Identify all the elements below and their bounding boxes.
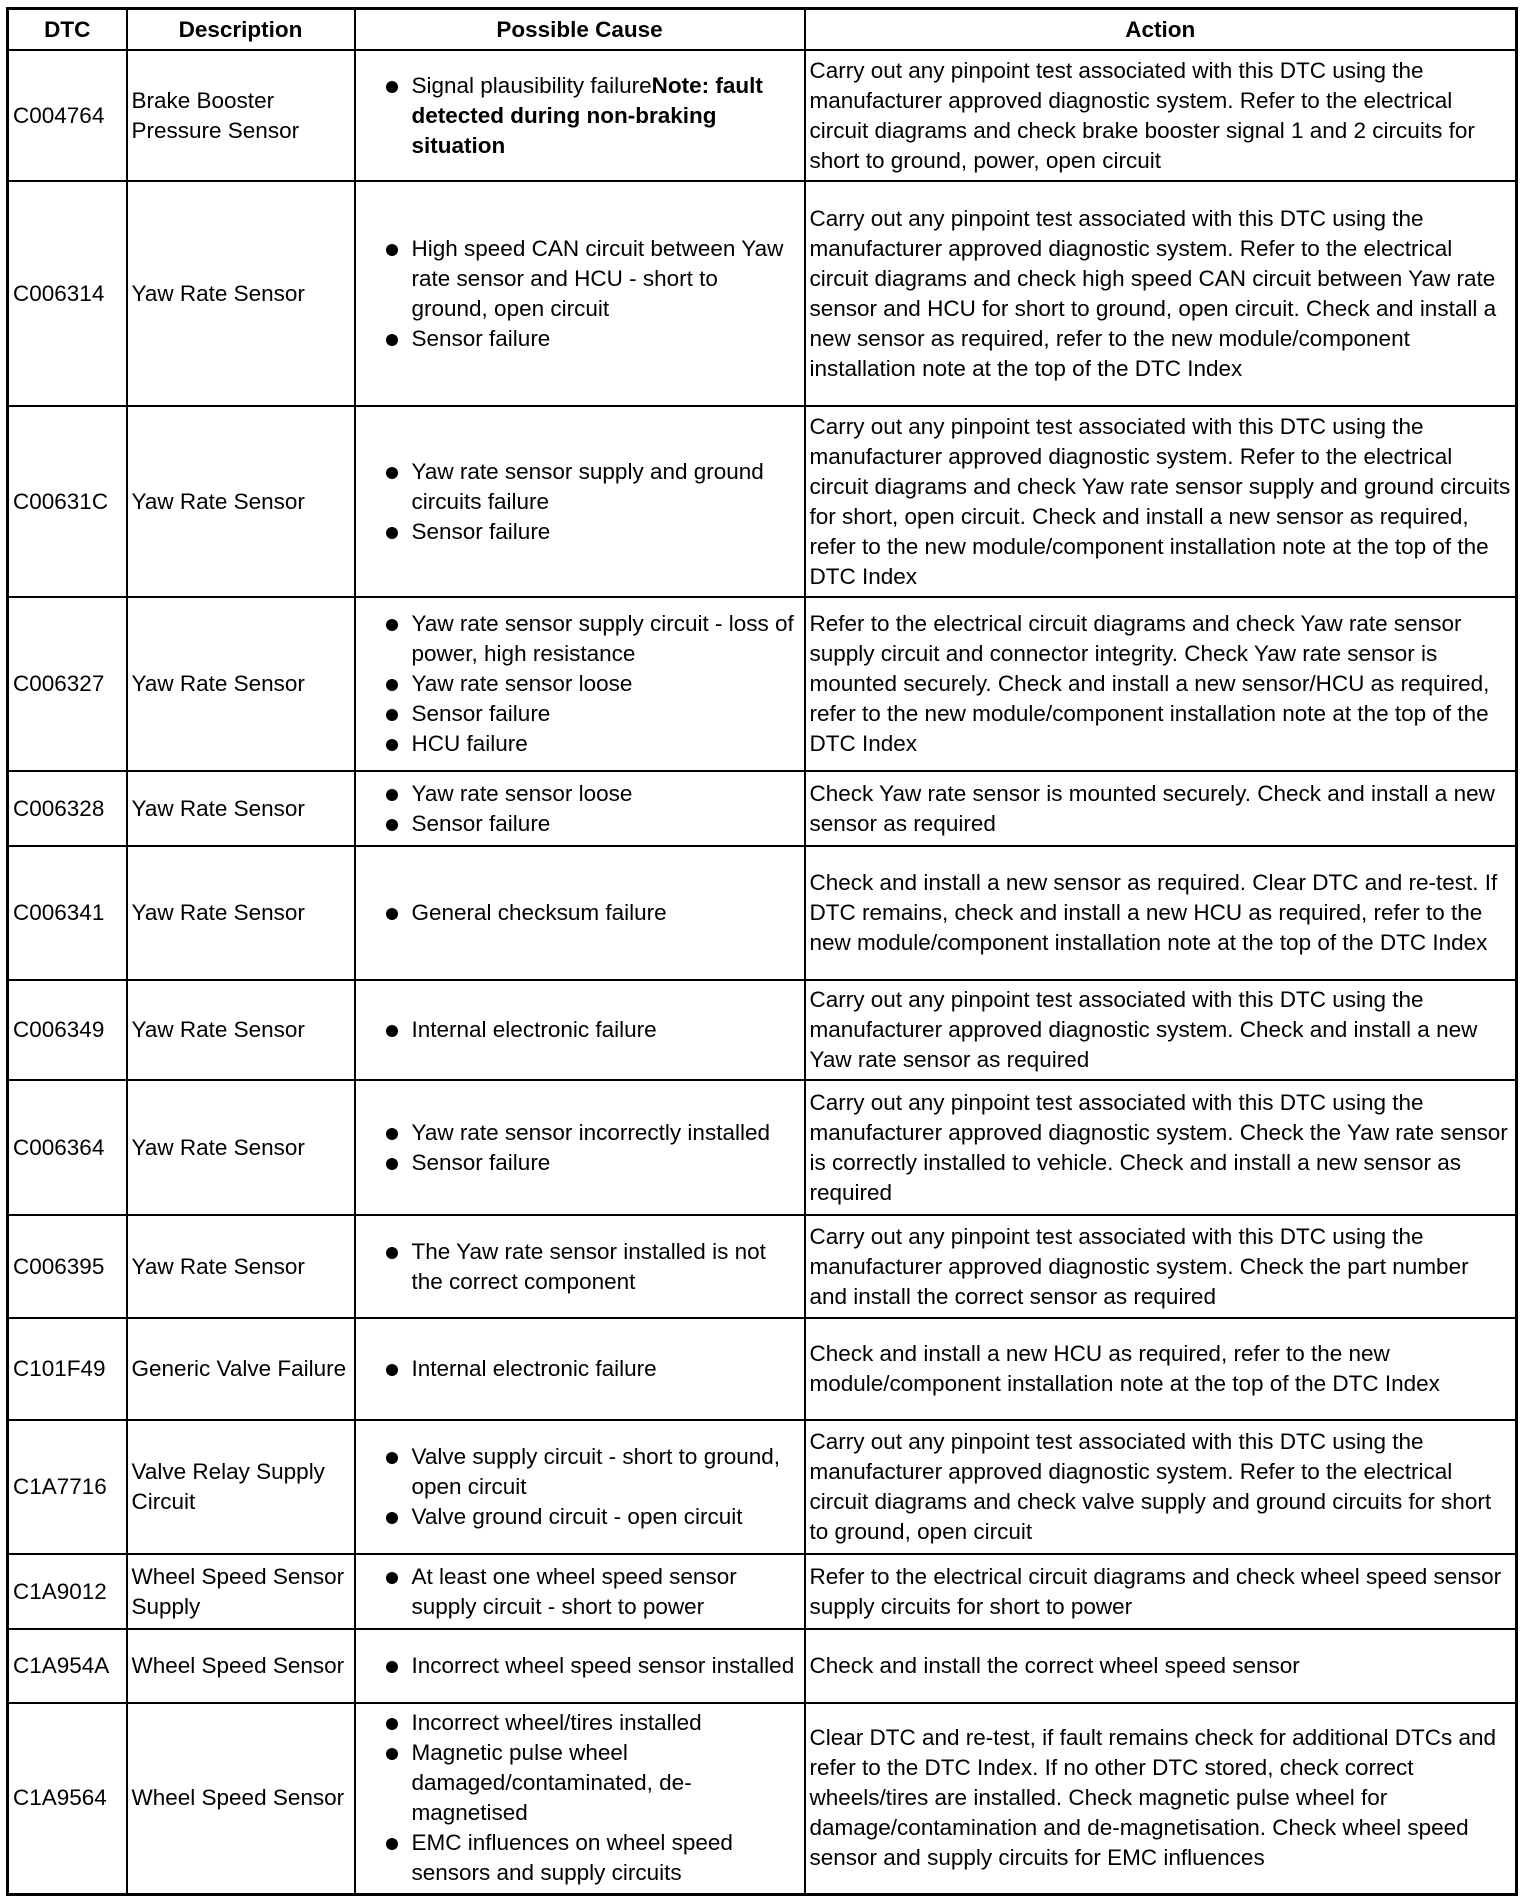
- header-row: [8, 9, 1517, 51]
- table-row: [8, 1554, 1517, 1629]
- cause-text: Sensor failure: [411, 1149, 551, 1175]
- table-row: [8, 846, 1517, 980]
- possible-cause-cell: [355, 181, 805, 406]
- cause-text: Sensor failure: [411, 701, 551, 726]
- dtc-description: Yaw Rate Sensor: [127, 771, 355, 846]
- cause-list: [386, 234, 798, 354]
- cause-item: [386, 1708, 798, 1738]
- action-text: Refer to the electrical circuit diagrams and check Yaw rate sensor supply circuit and connector integrity. Check Yaw rate sensor is mounted securely. Check and install a new sensor/HCU as required, refer to the new module/component installation note at the top of the DTC Index: [805, 597, 1517, 771]
- dtc-code: C006314: [8, 181, 127, 406]
- possible-cause-cell: [355, 1703, 805, 1894]
- cause-text: Sensor failure: [411, 325, 551, 351]
- dtc-description: Wheel Speed Sensor Supply: [127, 1554, 355, 1629]
- dtc-code: C006364: [8, 1080, 127, 1215]
- dtc-code: C00631C: [8, 406, 127, 597]
- cause-item: [386, 1442, 798, 1502]
- cause-text: Valve supply circuit - short to ground, open circuit: [411, 1444, 781, 1499]
- cause-item: [386, 1738, 798, 1828]
- action-text: Carry out any pinpoint test associated with this DTC using the manufacturer approved diagnostic system. Check and install a new Yaw rate sensor as required: [805, 980, 1517, 1080]
- action-text: Carry out any pinpoint test associated with this DTC using the manufacturer approved diagnostic system. Refer to the electrical circuit diagrams and check valve supply and ground circuits for short to ground, open circuit: [805, 1420, 1517, 1554]
- possible-cause-cell: [355, 597, 805, 771]
- dtc-description: Yaw Rate Sensor: [127, 597, 355, 771]
- cause-list: [386, 71, 798, 161]
- cause-list: [386, 1651, 798, 1681]
- cause-list: [386, 609, 798, 759]
- cause-text: Sensor failure: [411, 810, 551, 836]
- cause-item: [386, 1562, 798, 1622]
- possible-cause-cell: [355, 980, 805, 1080]
- table-row: [8, 1420, 1517, 1554]
- action-text: Check and install a new HCU as required, refer to the new module/component installation note at the top of the DTC Index: [805, 1318, 1517, 1420]
- table-row: [8, 1629, 1517, 1703]
- cause-item: [386, 1502, 798, 1532]
- cause-text: Yaw rate sensor supply and ground circuits failure: [411, 458, 764, 514]
- cause-item: [386, 1015, 798, 1045]
- cause-list: [386, 898, 798, 928]
- cause-list: [386, 1237, 798, 1297]
- header-description: Description: [127, 9, 355, 51]
- cause-item: [386, 729, 798, 759]
- action-text: Check Yaw rate sensor is mounted securely. Check and install a new sensor as required: [805, 771, 1517, 846]
- cause-text: HCU failure: [411, 731, 528, 756]
- cause-text: At least one wheel speed sensor supply circuit - short to power: [411, 1563, 737, 1619]
- possible-cause-cell: [355, 1318, 805, 1420]
- table-row: [8, 181, 1517, 406]
- cause-item: [386, 1828, 798, 1888]
- header-dtc: DTC: [8, 9, 127, 51]
- dtc-code: C006349: [8, 980, 127, 1080]
- possible-cause-cell: [355, 406, 805, 597]
- header-action: Action: [805, 9, 1517, 51]
- cause-list: [386, 1708, 798, 1888]
- cause-text: Yaw rate sensor incorrectly installed: [411, 1119, 770, 1145]
- cause-text: General checksum failure: [411, 900, 667, 925]
- dtc-code: C1A7716: [8, 1420, 127, 1554]
- action-text: Carry out any pinpoint test associated with this DTC using the manufacturer approved diagnostic system. Refer to the electrical circuit diagrams and check brake booster signal 1 and 2 circuits for short to ground, power, open circuit: [805, 50, 1517, 181]
- cause-list: [386, 1118, 798, 1178]
- cause-list: [386, 779, 798, 839]
- dtc-description: Valve Relay Supply Circuit: [127, 1420, 355, 1554]
- table-row: [8, 980, 1517, 1080]
- cause-text: High speed CAN circuit between Yaw rate sensor and HCU - short to ground, open circuit: [411, 235, 784, 321]
- dtc-description: Wheel Speed Sensor: [127, 1703, 355, 1894]
- dtc-description: Yaw Rate Sensor: [127, 181, 355, 406]
- cause-text: Magnetic pulse wheel damaged/contaminated, de-magnetised: [411, 1740, 692, 1826]
- action-text: Carry out any pinpoint test associated with this DTC using the manufacturer approved diagnostic system. Check the Yaw rate sensor is correctly installed to vehicle. Check and install a new sensor as required: [805, 1080, 1517, 1215]
- action-text: Carry out any pinpoint test associated with this DTC using the manufacturer approved diagnostic system. Check the part number and install the correct sensor as required: [805, 1215, 1517, 1318]
- action-text: Check and install the correct wheel speed sensor: [805, 1629, 1517, 1703]
- possible-cause-cell: [355, 1554, 805, 1629]
- cause-item: [386, 234, 798, 324]
- action-text: Clear DTC and re-test, if fault remains check for additional DTCs and refer to the DTC Index. If no other DTC stored, check correct wheels/tires are installed. Check magnetic pulse wheel for damage/contamination and de-magnetisation. Check wheel speed sensor and supply circuits for EMC influences: [805, 1703, 1517, 1894]
- cause-item: [386, 1118, 798, 1148]
- cause-text: Yaw rate sensor loose: [411, 671, 633, 696]
- action-text: Refer to the electrical circuit diagrams and check wheel speed sensor supply circuits for short to power: [805, 1554, 1517, 1629]
- cause-text: Incorrect wheel/tires installed: [411, 1710, 702, 1736]
- dtc-description: Brake Booster Pressure Sensor: [127, 50, 355, 181]
- cause-item: [386, 1237, 798, 1297]
- dtc-description: Generic Valve Failure: [127, 1318, 355, 1420]
- possible-cause-cell: [355, 1080, 805, 1215]
- cause-item: [386, 669, 798, 699]
- cause-item: [386, 71, 798, 161]
- dtc-code: C101F49: [8, 1318, 127, 1420]
- dtc-code: C1A954A: [8, 1629, 127, 1703]
- cause-text: Signal plausibility failure: [411, 72, 652, 98]
- cause-text: EMC influences on wheel speed sensors and supply circuits: [411, 1830, 733, 1886]
- table-row: [8, 50, 1517, 181]
- dtc-code: C006341: [8, 846, 127, 980]
- dtc-code: C006328: [8, 771, 127, 846]
- possible-cause-cell: [355, 1215, 805, 1318]
- cause-item: [386, 517, 798, 547]
- dtc-code: C1A9012: [8, 1554, 127, 1629]
- dtc-code: C004764: [8, 50, 127, 181]
- possible-cause-cell: [355, 1420, 805, 1554]
- cause-text: Valve ground circuit - open circuit: [411, 1504, 743, 1529]
- cause-item: [386, 809, 798, 839]
- dtc-description: Yaw Rate Sensor: [127, 1080, 355, 1215]
- cause-list: [386, 1354, 798, 1384]
- cause-text: Sensor failure: [411, 518, 551, 544]
- table-row: [8, 1215, 1517, 1318]
- dtc-code: C1A9564: [8, 1703, 127, 1894]
- cause-text: Yaw rate sensor supply circuit - loss of power, high resistance: [411, 611, 794, 666]
- cause-item: [386, 457, 798, 517]
- table-row: [8, 597, 1517, 771]
- dtc-description: Yaw Rate Sensor: [127, 406, 355, 597]
- header-possible-cause: Possible Cause: [355, 9, 805, 51]
- table-row: [8, 771, 1517, 846]
- cause-list: [386, 1442, 798, 1532]
- action-text: Carry out any pinpoint test associated with this DTC using the manufacturer approved diagnostic system. Refer to the electrical circuit diagrams and check Yaw rate sensor supply and ground circuits for short, open circuit. Check and install a new sensor as required, refer to the new module/component installation note at the top of the DTC Index: [805, 406, 1517, 597]
- cause-note: Note: fault detected during non-braking situation: [411, 72, 763, 158]
- cause-text: Internal electronic failure: [411, 1356, 657, 1381]
- cause-item: [386, 779, 798, 809]
- cause-list: [386, 1015, 798, 1045]
- action-text: Check and install a new sensor as required. Clear DTC and re-test. If DTC remains, check and install a new HCU as required, refer to the new module/component installation note at the top of the DTC Index: [805, 846, 1517, 980]
- table-row: [8, 1318, 1517, 1420]
- cause-item: [386, 1148, 798, 1178]
- dtc-description: Yaw Rate Sensor: [127, 980, 355, 1080]
- cause-text: Incorrect wheel speed sensor installed: [411, 1653, 795, 1678]
- table-row: [8, 406, 1517, 597]
- cause-text: Internal electronic failure: [411, 1017, 657, 1042]
- cause-list: [386, 457, 798, 547]
- cause-item: [386, 1354, 798, 1384]
- dtc-description: Wheel Speed Sensor: [127, 1629, 355, 1703]
- cause-text: The Yaw rate sensor installed is not the correct component: [411, 1238, 766, 1294]
- dtc-table: [6, 7, 1518, 1896]
- dtc-description: Yaw Rate Sensor: [127, 1215, 355, 1318]
- dtc-code: C006327: [8, 597, 127, 771]
- cause-item: [386, 324, 798, 354]
- possible-cause-cell: [355, 771, 805, 846]
- cause-item: [386, 1651, 798, 1681]
- dtc-code: C006395: [8, 1215, 127, 1318]
- table-row: [8, 1080, 1517, 1215]
- dtc-description: Yaw Rate Sensor: [127, 846, 355, 980]
- action-text: Carry out any pinpoint test associated with this DTC using the manufacturer approved diagnostic system. Refer to the electrical circuit diagrams and check high speed CAN circuit between Yaw rate sensor and HCU for short to ground, open circuit. Check and install a new sensor as required, refer to the new module/component installation note at the top of the DTC Index: [805, 181, 1517, 406]
- cause-item: [386, 898, 798, 928]
- possible-cause-cell: [355, 50, 805, 181]
- possible-cause-cell: [355, 846, 805, 980]
- cause-list: [386, 1562, 798, 1622]
- table-row: [8, 1703, 1517, 1894]
- possible-cause-cell: [355, 1629, 805, 1703]
- cause-text: Yaw rate sensor loose: [411, 780, 633, 806]
- cause-item: [386, 699, 798, 729]
- cause-item: [386, 609, 798, 669]
